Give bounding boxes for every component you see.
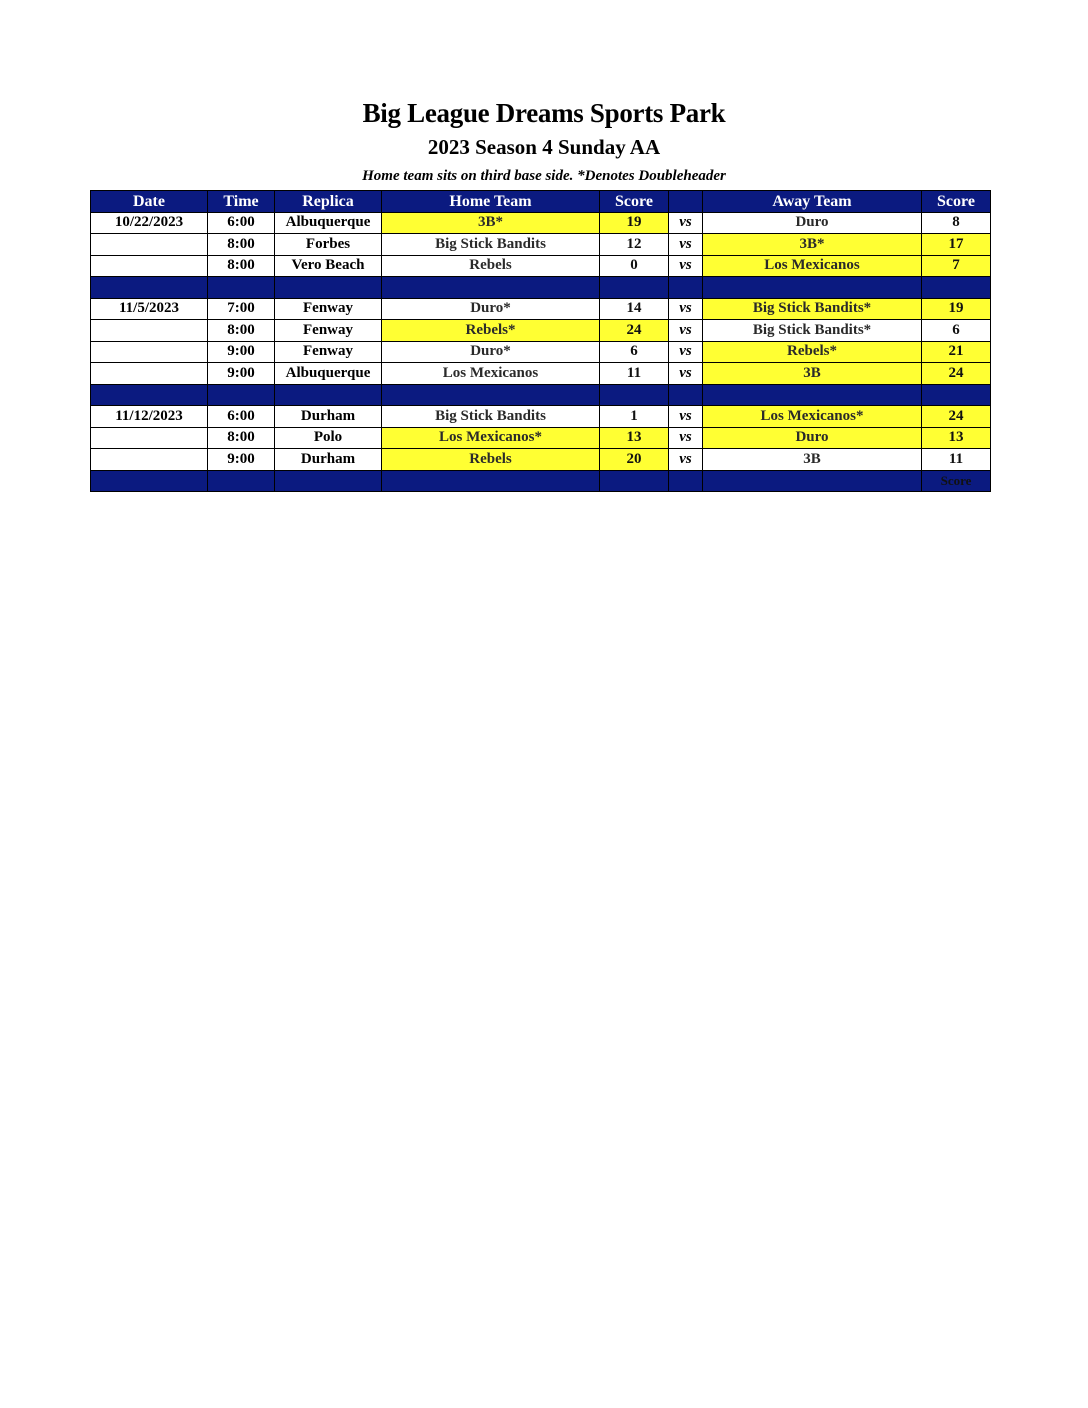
- time-cell: 8:00: [208, 320, 275, 342]
- game-row: [91, 298, 991, 320]
- col-away-team: Away Team: [703, 191, 922, 213]
- away-score-cell: 17: [922, 234, 991, 256]
- home-team-cell: Duro*: [382, 298, 600, 320]
- away-score-cell: 11: [922, 449, 991, 471]
- vs-cell: vs: [669, 298, 703, 320]
- away-score-cell: 24: [922, 406, 991, 428]
- away-team-cell: Los Mexicanos: [703, 255, 922, 277]
- home-team-cell: 3B*: [382, 212, 600, 234]
- replica-cell: Fenway: [275, 320, 382, 342]
- away-score-cell: 7: [922, 255, 991, 277]
- time-cell: 9:00: [208, 363, 275, 385]
- replica-cell: Durham: [275, 406, 382, 428]
- time-cell: 9:00: [208, 341, 275, 363]
- replica-cell: Durham: [275, 449, 382, 471]
- replica-cell: Forbes: [275, 234, 382, 256]
- replica-cell: Albuquerque: [275, 363, 382, 385]
- away-team-cell: Big Stick Bandits*: [703, 298, 922, 320]
- time-cell: 6:00: [208, 406, 275, 428]
- away-team-cell: Duro: [703, 212, 922, 234]
- game-row: [91, 363, 991, 385]
- separator-cell: [703, 384, 922, 406]
- home-score-cell: 19: [600, 212, 669, 234]
- date-cell: 10/22/2023: [91, 212, 208, 234]
- vs-cell: vs: [669, 212, 703, 234]
- away-score-cell: 19: [922, 298, 991, 320]
- separator-cell: [669, 277, 703, 299]
- separator-row: [91, 277, 991, 299]
- game-row: [91, 406, 991, 428]
- away-team-cell: 3B: [703, 363, 922, 385]
- separator-cell: [208, 384, 275, 406]
- col-home-team: Home Team: [382, 191, 600, 213]
- date-cell: [91, 427, 208, 449]
- page-subtitle: 2023 Season 4 Sunday AA: [427, 135, 661, 159]
- date-cell: [91, 341, 208, 363]
- table-header-row: [91, 191, 991, 213]
- page-note: Home team sits on third base side. *Denotes Doubleheader: [362, 168, 726, 184]
- date-cell: [91, 255, 208, 277]
- time-cell: 8:00: [208, 234, 275, 256]
- schedule-body: [91, 212, 991, 492]
- separator-cell: [275, 470, 382, 492]
- col-home-score: Score: [600, 191, 669, 213]
- vs-cell: vs: [669, 234, 703, 256]
- home-score-cell: 11: [600, 363, 669, 385]
- game-row: [91, 234, 991, 256]
- date-cell: [91, 449, 208, 471]
- game-row: [91, 341, 991, 363]
- vs-cell: vs: [669, 363, 703, 385]
- home-team-cell: Rebels: [382, 449, 600, 471]
- date-cell: [91, 320, 208, 342]
- separator-cell: [382, 470, 600, 492]
- date-cell: [91, 234, 208, 256]
- col-away-score: Score: [922, 191, 991, 213]
- home-score-cell: 13: [600, 427, 669, 449]
- separator-cell: [91, 470, 208, 492]
- separator-cell: [669, 384, 703, 406]
- separator-cell: [208, 470, 275, 492]
- home-team-cell: Rebels*: [382, 320, 600, 342]
- separator-cell: [669, 470, 703, 492]
- time-cell: 9:00: [208, 449, 275, 471]
- separator-cell: [275, 384, 382, 406]
- col-date: Date: [91, 191, 208, 213]
- time-cell: 6:00: [208, 212, 275, 234]
- home-score-cell: 0: [600, 255, 669, 277]
- separator-cell: [382, 277, 600, 299]
- vs-cell: vs: [669, 406, 703, 428]
- date-cell: 11/12/2023: [91, 406, 208, 428]
- game-row: [91, 427, 991, 449]
- replica-cell: Polo: [275, 427, 382, 449]
- replica-cell: Fenway: [275, 298, 382, 320]
- home-team-cell: Los Mexicanos*: [382, 427, 600, 449]
- separator-cell: [208, 277, 275, 299]
- replica-cell: Albuquerque: [275, 212, 382, 234]
- home-score-cell: 12: [600, 234, 669, 256]
- separator-row: [91, 384, 991, 406]
- separator-cell: [91, 384, 208, 406]
- separator-cell: [922, 277, 991, 299]
- col-replica: Replica: [275, 191, 382, 213]
- schedule-table: [90, 190, 991, 492]
- separator-cell: [703, 277, 922, 299]
- ghost-score-label: Score: [940, 472, 972, 488]
- date-cell: [91, 363, 208, 385]
- separator-cell: [703, 470, 922, 492]
- separator-cell: [600, 384, 669, 406]
- vs-cell: vs: [669, 320, 703, 342]
- away-team-cell: Duro: [703, 427, 922, 449]
- away-score-cell: 24: [922, 363, 991, 385]
- game-row: [91, 449, 991, 471]
- replica-cell: Vero Beach: [275, 255, 382, 277]
- home-score-cell: 24: [600, 320, 669, 342]
- col-vs: [669, 191, 703, 213]
- separator-cell: [275, 277, 382, 299]
- separator-cell: [922, 384, 991, 406]
- separator-cell: [91, 277, 208, 299]
- page-title: Big League Dreams Sports Park: [362, 98, 726, 128]
- separator-cell: [600, 277, 669, 299]
- vs-cell: vs: [669, 341, 703, 363]
- replica-cell: Fenway: [275, 341, 382, 363]
- separator-cell: [922, 470, 991, 492]
- home-score-cell: 1: [600, 406, 669, 428]
- time-cell: 8:00: [208, 255, 275, 277]
- home-team-cell: Duro*: [382, 341, 600, 363]
- home-score-cell: 6: [600, 341, 669, 363]
- home-team-cell: Big Stick Bandits: [382, 234, 600, 256]
- away-score-cell: 21: [922, 341, 991, 363]
- col-time: Time: [208, 191, 275, 213]
- home-team-cell: Los Mexicanos: [382, 363, 600, 385]
- vs-cell: vs: [669, 255, 703, 277]
- away-score-cell: 13: [922, 427, 991, 449]
- game-row: [91, 212, 991, 234]
- time-cell: 8:00: [208, 427, 275, 449]
- home-score-cell: 20: [600, 449, 669, 471]
- home-team-cell: Big Stick Bandits: [382, 406, 600, 428]
- home-team-cell: Rebels: [382, 255, 600, 277]
- home-score-cell: 14: [600, 298, 669, 320]
- away-team-cell: Los Mexicanos*: [703, 406, 922, 428]
- away-team-cell: Rebels*: [703, 341, 922, 363]
- game-row: [91, 255, 991, 277]
- time-cell: 7:00: [208, 298, 275, 320]
- separator-cell: [382, 384, 600, 406]
- away-score-cell: 6: [922, 320, 991, 342]
- away-team-cell: 3B*: [703, 234, 922, 256]
- separator-row: [91, 470, 991, 492]
- away-team-cell: 3B: [703, 449, 922, 471]
- away-team-cell: Big Stick Bandits*: [703, 320, 922, 342]
- vs-cell: vs: [669, 427, 703, 449]
- vs-cell: vs: [669, 449, 703, 471]
- date-cell: 11/5/2023: [91, 298, 208, 320]
- separator-cell: [600, 470, 669, 492]
- away-score-cell: 8: [922, 212, 991, 234]
- game-row: [91, 320, 991, 342]
